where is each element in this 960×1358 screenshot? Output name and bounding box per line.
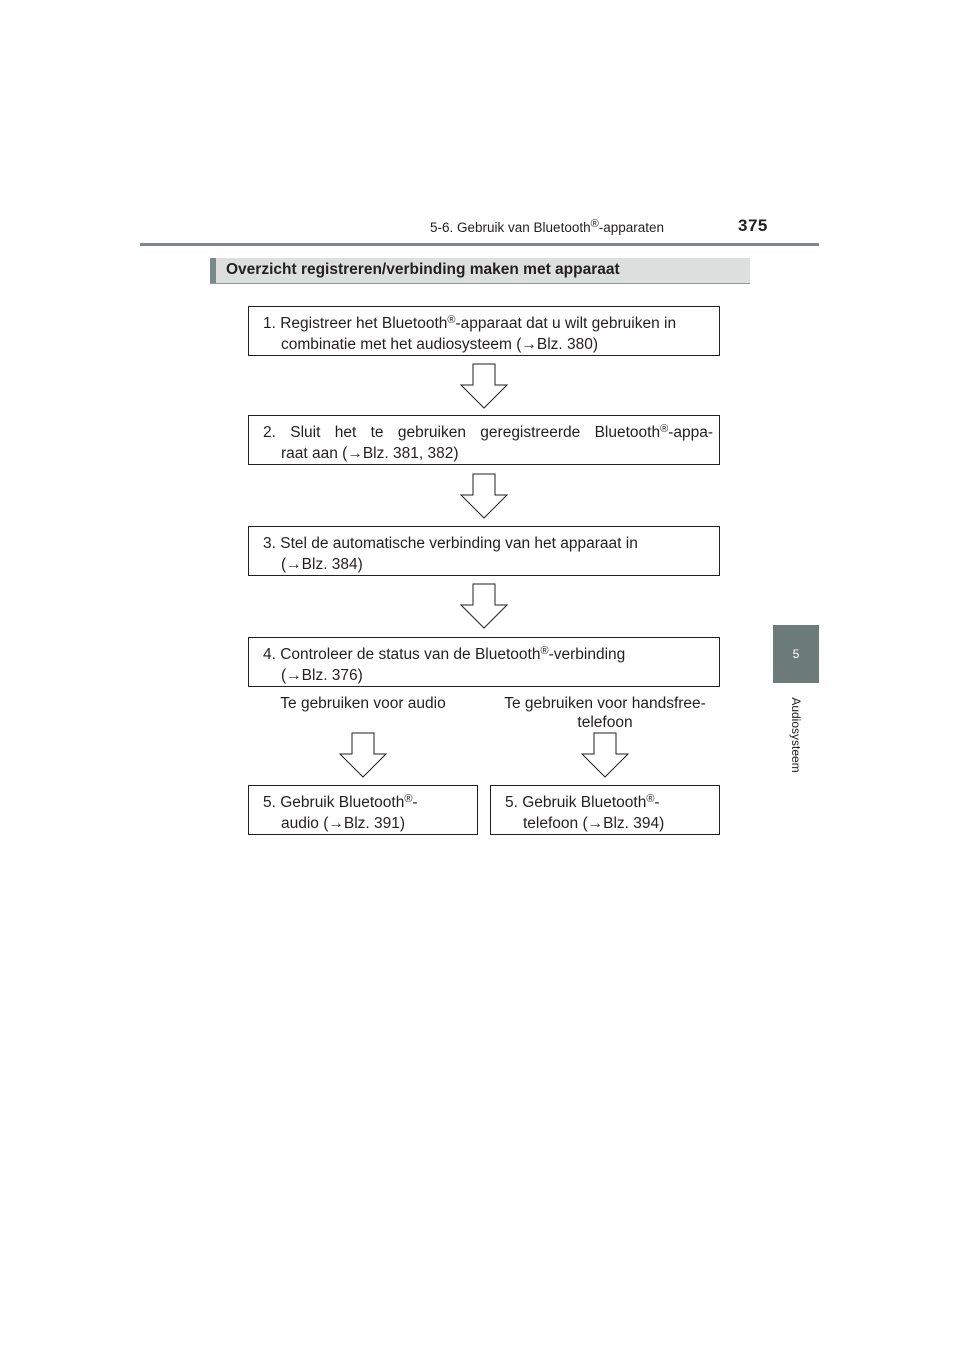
chapter-tab: 5 bbox=[773, 625, 819, 683]
flow-step-5-phone bbox=[490, 785, 720, 835]
down-arrow-icon bbox=[460, 583, 508, 629]
step-4-line-1: 4. Controleer de status van de Bluetooth®-verbinding bbox=[263, 645, 626, 663]
section-suffix: -apparaten bbox=[598, 220, 665, 235]
down-arrow-icon bbox=[581, 732, 629, 778]
registered-mark: ® bbox=[590, 218, 599, 230]
step-2-line-1: 2. Sluit het te gebruiken geregistreerde Bluetooth®-appa- bbox=[263, 423, 713, 441]
step-2-line-2: raat aan (→Blz. 381, 382) bbox=[281, 445, 459, 462]
step-1-line-1: 1. Registreer het Bluetooth®-apparaat dat u wilt gebruiken in bbox=[263, 314, 677, 332]
flow-step-1 bbox=[248, 306, 720, 356]
step-3-line-2: (→Blz. 384) bbox=[281, 556, 363, 573]
section-heading-accent bbox=[210, 258, 216, 283]
step-4-line-2: (→Blz. 376) bbox=[281, 667, 363, 684]
section-heading bbox=[210, 258, 750, 284]
step-5-audio-line-1: 5. Gebruik Bluetooth®- bbox=[263, 793, 418, 811]
flow-step-2 bbox=[248, 415, 720, 465]
down-arrow-icon bbox=[460, 473, 508, 519]
registered-mark: ® bbox=[646, 793, 655, 805]
registered-mark: ® bbox=[660, 423, 669, 435]
step-5-phone-line-2: telefoon (→Blz. 394) bbox=[523, 815, 665, 832]
flow-step-4 bbox=[248, 637, 720, 687]
page-number: 375 bbox=[738, 216, 768, 235]
branch-label-audio: Te gebruiken voor audio bbox=[280, 695, 446, 712]
registered-mark: ® bbox=[404, 793, 413, 805]
step-3-line-1: 3. Stel de automatische verbinding van het apparaat in bbox=[263, 535, 638, 552]
registered-mark: ® bbox=[447, 314, 456, 326]
flow-step-5-audio bbox=[248, 785, 478, 835]
down-arrow-icon bbox=[339, 732, 387, 778]
branch-label-phone: Te gebruiken voor handsfree- telefoon bbox=[504, 695, 706, 731]
header-rule bbox=[140, 243, 819, 246]
chapter-label: Audiosysteem bbox=[789, 697, 803, 773]
step-5-audio-line-2: audio (→Blz. 391) bbox=[281, 815, 406, 832]
down-arrow-icon bbox=[460, 363, 508, 409]
flow-step-3 bbox=[248, 526, 720, 576]
section-prefix: 5-6. Gebruik van Bluetooth bbox=[430, 220, 591, 235]
step-1-line-2: combinatie met het audiosysteem (→Blz. 380) bbox=[281, 336, 599, 353]
registered-mark: ® bbox=[540, 645, 549, 657]
section-title: Overzicht registreren/verbinding maken met apparaat bbox=[226, 261, 620, 278]
running-header-section bbox=[430, 220, 664, 235]
step-5-phone-line-1: 5. Gebruik Bluetooth®- bbox=[505, 793, 660, 811]
